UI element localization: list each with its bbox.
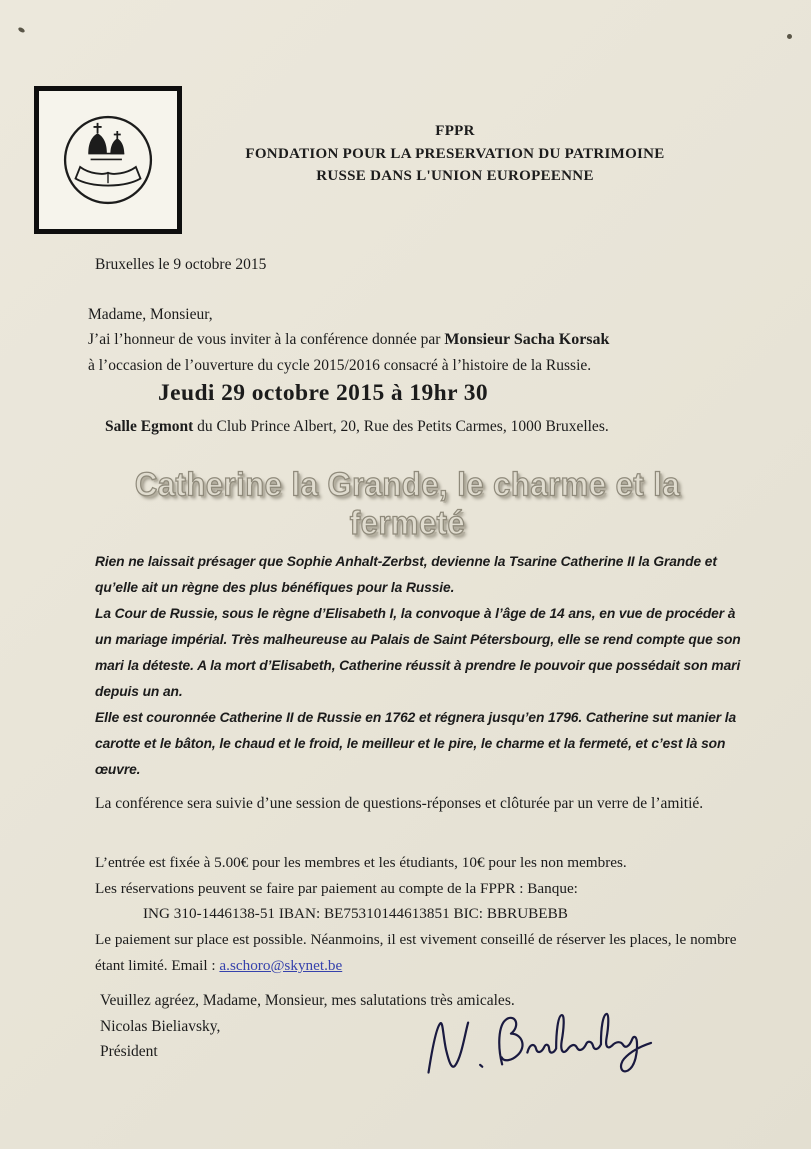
org-name-line1: FONDATION POUR LA PRESERVATION DU PATRIMOINE [245,145,665,162]
org-name-line2: RUSSE DANS L'UNION EUROPEENNE [316,168,594,184]
payment-block [95,850,753,979]
signer-title: Président [100,1043,158,1060]
fppr-logo [34,86,182,234]
dateline: Bruxelles le 9 octobre 2015 [95,256,267,273]
signature-icon [412,997,657,1098]
venue-room: Salle Egmont [105,418,194,435]
invitation-line [88,331,768,349]
pricing-line: L’entrée est fixée à 5.00€ pour les membres et les étudiants, 10€ pour les non membres. [95,854,627,871]
abstract-paragraph: Elle est couronnée Catherine II de Russie en 1762 et régnera jusqu’en 1796. Catherine sut manier la carotte et le bâton, le chaud et le froid, le meilleur et le pire, le charme et la fermeté, et c’est là son œuvre. [95,710,737,777]
venue-address: du Club Prince Albert, 20, Rue des Petits Carmes, 1000 Bruxelles. [193,418,609,435]
venue-line [105,418,785,436]
payment-note-text: Le paiement sur place est possible. Néanmoins, il est vivement conseillé de réserver les places, le nombre étant limité. Email : [95,931,737,974]
closing-formula: Veuillez agréez, Madame, Monsieur, mes salutations très amicales. [100,992,515,1009]
abstract-paragraph: Rien ne laissait présager que Sophie Anhalt-Zerbst, devienne la Tsarine Catherine II la Grande et qu’elle ait un règne des plus bénéfiques pour la Russie. [95,554,717,595]
salutation: Madame, Monsieur, [88,306,213,323]
org-abbr: FPPR [435,123,475,139]
church-domes-book-icon [50,102,166,218]
event-datetime: Jeudi 29 octobre 2015 à 19hr 30 [158,380,489,406]
after-talk-note: La conférence sera suivie d’une session de questions-réponses et clôturée par un verre de l’amitié. [95,795,704,812]
payment-note [95,927,753,978]
scan-artifact [787,34,792,39]
talk-title: Catherine la Grande, le charme et la fermeté [134,465,681,542]
talk-abstract [95,549,747,783]
invitation-line2: à l’occasion de l’ouverture du cycle 2015/2016 consacré à l’histoire de la Russie. [88,357,592,374]
invitation-prefix: J’ai l’honneur de vous inviter à la conférence donnée par [88,331,445,348]
bank-details: ING 310-1446138-51 IBAN: BE75310144613851 BIC: BBRUBEBB [143,905,568,923]
org-header [205,120,705,188]
reservation-line: Les réservations peuvent se faire par paiement au compte de la FPPR : Banque: [95,879,578,897]
abstract-paragraph: La Cour de Russie, sous le règne d’Elisabeth I, la convoque à l’âge de 14 ans, en vue de procéder à un mariage impérial. Très malheureuse au Palais de Saint Pétersbourg, elle se rend compte que son mari la déteste. A la mort d’Elisabeth, Catherine réussit à prendre le pouvoir que possédait son mari depuis un an. [95,606,741,699]
scan-artifact [17,27,25,34]
signer-name: Nicolas Bieliavsky, [100,1017,221,1035]
handwritten-signature [412,997,657,1098]
speaker-name: Monsieur Sacha Korsak [444,331,610,348]
contact-email-link[interactable]: a.schoro@skynet.be [219,956,343,974]
